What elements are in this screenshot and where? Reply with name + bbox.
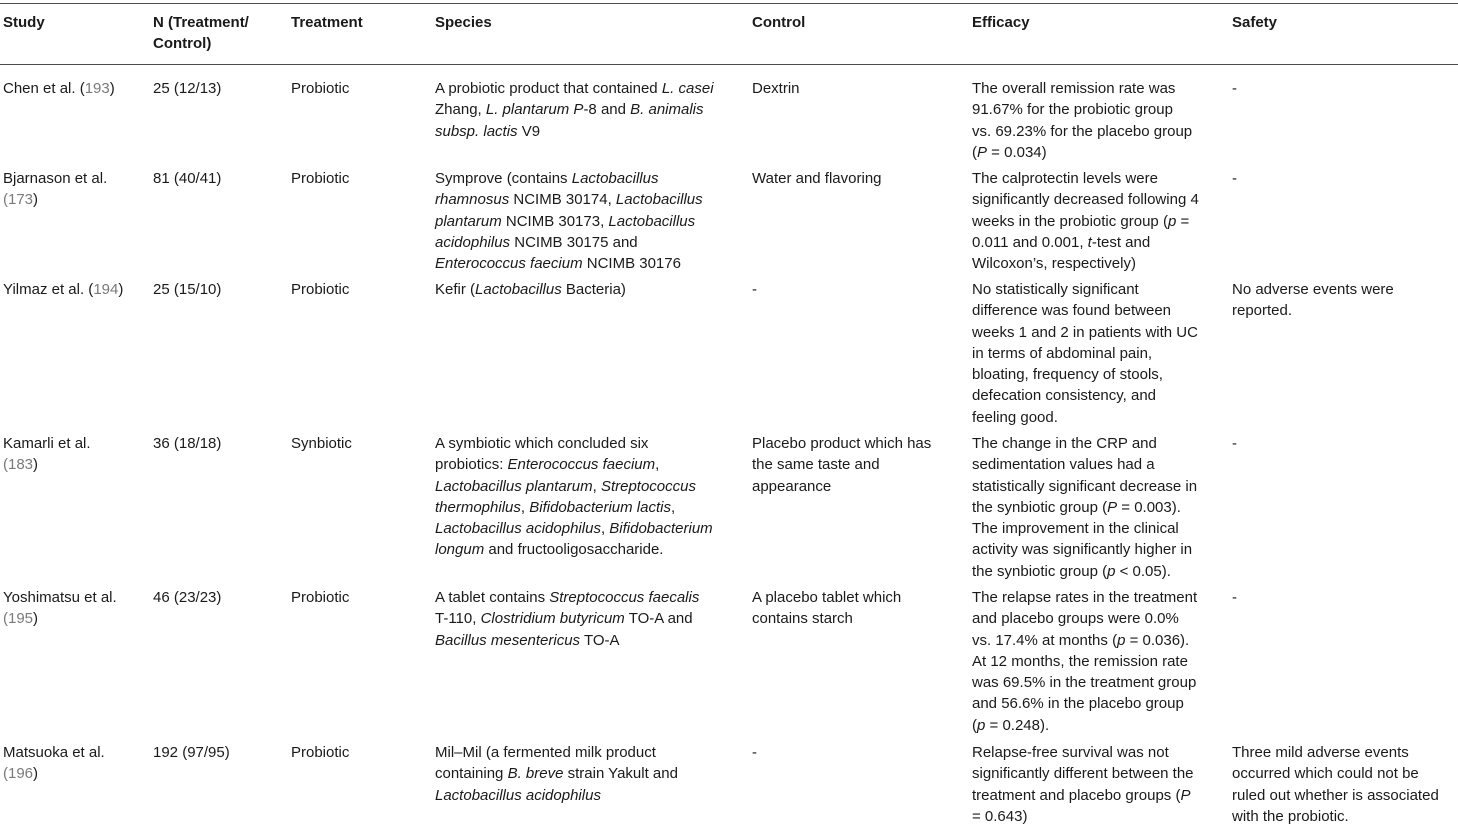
treatment-cell: Probiotic — [291, 589, 350, 606]
control-cell: Dextrin — [752, 80, 800, 97]
n-cell: 36 (18/18) — [153, 435, 222, 452]
safety-cell: - — [1232, 589, 1237, 606]
n-cell: 25 (15/10) — [153, 281, 222, 298]
study-cell: Kamarli et al. (183) — [3, 435, 91, 474]
header-n: N (Treatment/ Control) — [153, 14, 249, 52]
safety-cell: - — [1232, 170, 1237, 187]
safety-cell: Three mild adverse events occurred which could not be ruled out whether is associated with the probiotic. — [1232, 744, 1439, 825]
efficacy-cell: The change in the CRP and sedimentation values had a statistically significant decrease in the synbiotic group (P = 0.003). The improvement in the clinical activity was significantly higher in the synbiotic group (p < 0.05). — [972, 435, 1198, 580]
species-cell: A symbiotic which concluded six probiotics: Enterococcus faecium, Lactobacillus plantarum, Streptococcus thermophilus, Bifidobacterium lactis, Lactobacillus acidophilus, Bifidobacterium longum and fructooligosaccharide. — [435, 435, 713, 559]
efficacy-cell: The relapse rates in the treatment and placebo groups were 0.0% vs. 17.4% at months (p = 0.036). At 12 months, the remission rate was 69.5% in the treatment group and 56.6% in the placebo group (p = 0.248). — [972, 589, 1198, 734]
efficacy-cell: Relapse-free survival was not significantly different between the treatment and placebo groups (P = 0.643) — [972, 744, 1194, 825]
control-cell: Placebo product which has the same taste and appearance — [752, 435, 932, 495]
study-cell: Bjarnason et al. (173) — [3, 170, 108, 209]
study-cell: Chen et al. (193) — [3, 80, 115, 97]
header-efficacy: Efficacy — [972, 14, 1030, 31]
species-cell: Kefir (Lactobacillus Bacteria) — [435, 281, 626, 298]
control-cell: - — [752, 744, 757, 761]
reference-link[interactable]: 195 — [8, 610, 34, 628]
efficacy-cell: The calprotectin levels were significantly decreased following 4 weeks in the probiotic group (p = 0.011 and 0.001, t-test and Wilcoxon’s, respectively) — [972, 170, 1199, 273]
species-cell: A tablet contains Streptococcus faecalis T-110, Clostridium butyricum TO-A and Bacillus mesentericus TO-A — [435, 589, 700, 649]
reference-link[interactable]: 194 — [93, 281, 119, 298]
study-cell: Yoshimatsu et al. (195) — [3, 589, 117, 628]
header-treatment: Treatment — [291, 14, 363, 31]
n-cell: 46 (23/23) — [153, 589, 222, 606]
n-cell: 81 (40/41) — [153, 170, 222, 187]
control-cell: A placebo tablet which contains starch — [752, 589, 902, 628]
top-rule — [0, 3, 1458, 4]
header-rule — [0, 64, 1458, 65]
study-cell: Yilmaz et al. (194) — [3, 281, 124, 298]
study-cell: Matsuoka et al. (196) — [3, 744, 105, 783]
reference-link[interactable]: 183 — [8, 456, 34, 474]
n-cell: 192 (97/95) — [153, 744, 230, 761]
treatment-cell: Probiotic — [291, 80, 350, 97]
species-cell: Symprove (contains Lactobacillus rhamnosus NCIMB 30174, Lactobacillus plantarum NCIMB 30173, Lactobacillus acidophilus NCIMB 30175 and Enterococcus faecium NCIMB 30176 — [435, 170, 703, 273]
header-control: Control — [752, 14, 806, 31]
safety-cell: - — [1232, 80, 1237, 97]
reference-link[interactable]: 196 — [8, 765, 34, 783]
control-cell: Water and flavoring — [752, 170, 882, 187]
n-cell: 25 (12/13) — [153, 80, 222, 97]
header-safety: Safety — [1232, 14, 1278, 31]
header-species: Species — [435, 14, 492, 31]
safety-cell: No adverse events were reported. — [1232, 281, 1394, 320]
treatment-cell: Probiotic — [291, 744, 350, 761]
header-study: Study — [3, 14, 45, 31]
treatment-cell: Probiotic — [291, 170, 350, 187]
control-cell: - — [752, 281, 757, 298]
efficacy-cell: The overall remission rate was 91.67% for the probiotic group vs. 69.23% for the placebo group (P = 0.034) — [972, 80, 1193, 161]
safety-cell: - — [1232, 435, 1237, 452]
species-cell: A probiotic product that contained L. casei Zhang, L. plantarum P-8 and B. animalis subsp. lactis V9 — [435, 80, 714, 140]
treatment-cell: Probiotic — [291, 281, 350, 298]
reference-link[interactable]: 193 — [84, 80, 110, 97]
efficacy-cell: No statistically significant difference was found between weeks 1 and 2 in patients with UC in terms of abdominal pain, bloating, frequency of stools, defecation consistency, and feeling good. — [972, 281, 1198, 426]
treatment-cell: Synbiotic — [291, 435, 352, 452]
species-cell: Mil–Mil (a fermented milk product containing B. breve strain Yakult and Lactobacillus acidophilus — [435, 744, 678, 804]
reference-link[interactable]: 173 — [8, 191, 34, 209]
